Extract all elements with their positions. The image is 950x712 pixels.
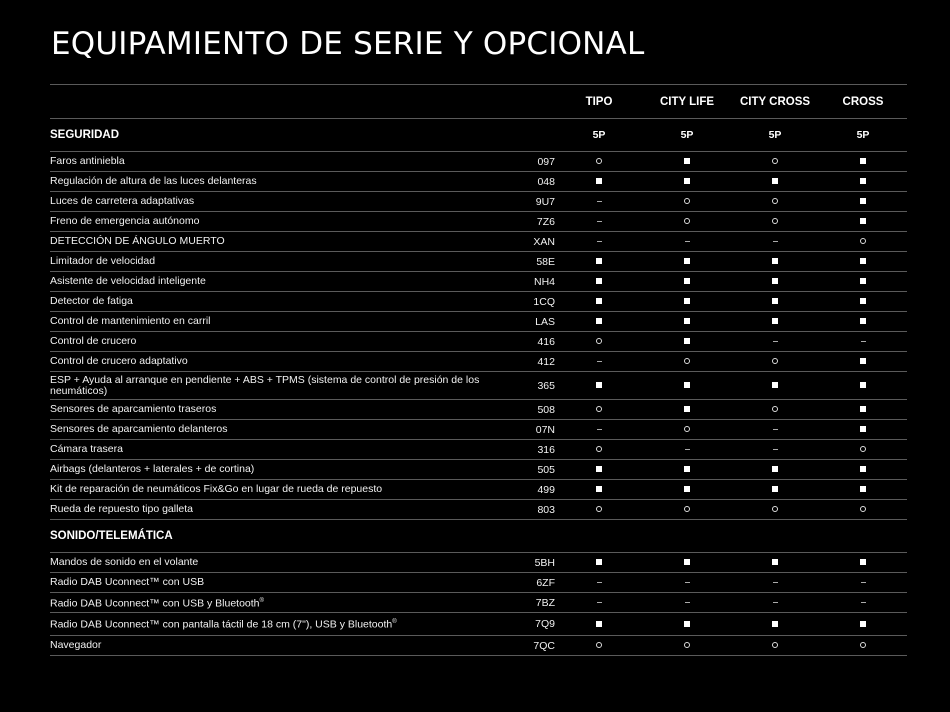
standard-square-icon <box>684 158 690 164</box>
availability-cell <box>643 272 731 292</box>
feature-label <box>50 212 503 232</box>
table-body <box>50 119 907 656</box>
standard-square-icon <box>596 621 602 627</box>
feature-label <box>50 440 503 460</box>
availability-cell <box>819 272 907 292</box>
availability-cell <box>731 332 819 352</box>
standard-square-icon <box>860 426 866 432</box>
availability-cell <box>555 420 643 440</box>
feature-text: Radio DAB Uconnect™ con USB <box>50 576 205 588</box>
feature-text: DETECCIÓN DE ÁNGULO MUERTO <box>50 235 225 247</box>
availability-cell <box>731 480 819 500</box>
table-row <box>50 440 907 460</box>
standard-square-icon <box>684 258 690 264</box>
availability-cell <box>819 440 907 460</box>
table-row <box>50 613 907 636</box>
option-code: 1CQ <box>503 292 555 312</box>
feature-text: Rueda de repuesto tipo galleta <box>50 503 194 515</box>
standard-square-icon <box>684 559 690 565</box>
not-available-dash-icon <box>597 429 602 430</box>
feature-label <box>50 292 503 312</box>
feature-label <box>50 460 503 480</box>
availability-cell <box>731 420 819 440</box>
standard-square-icon <box>596 278 602 284</box>
optional-circle-icon <box>596 446 602 452</box>
availability-cell <box>643 593 731 613</box>
body-type-cell <box>731 520 819 553</box>
availability-cell <box>819 372 907 400</box>
availability-cell <box>555 352 643 372</box>
availability-cell <box>819 553 907 573</box>
availability-cell <box>731 212 819 232</box>
standard-square-icon <box>860 278 866 284</box>
not-available-dash-icon <box>773 449 778 450</box>
body-type-cell <box>643 520 731 553</box>
availability-cell <box>643 152 731 172</box>
standard-square-icon <box>772 178 778 184</box>
option-code: 499 <box>503 480 555 500</box>
feature-text: Sensores de aparcamiento delanteros <box>50 423 228 435</box>
not-available-dash-icon <box>597 582 602 583</box>
standard-square-icon <box>860 298 866 304</box>
option-code: 7Z6 <box>503 212 555 232</box>
feature-text: Radio DAB Uconnect™ con USB y Bluetooth <box>50 597 260 610</box>
not-available-dash-icon <box>773 241 778 242</box>
availability-cell <box>643 480 731 500</box>
standard-square-icon <box>772 486 778 492</box>
standard-square-icon <box>860 198 866 204</box>
table-row <box>50 312 907 332</box>
availability-cell <box>555 593 643 613</box>
option-code: 7Q9 <box>503 613 555 636</box>
table-row <box>50 352 907 372</box>
option-code: 505 <box>503 460 555 480</box>
option-code: 7QC <box>503 636 555 656</box>
availability-cell <box>819 212 907 232</box>
table-row <box>50 573 907 593</box>
body-type-cell: 5P <box>555 119 643 152</box>
availability-cell <box>643 440 731 460</box>
feature-text: Control de crucero <box>50 335 137 347</box>
option-code: LAS <box>503 312 555 332</box>
feature-text: Faros antiniebla <box>50 155 125 167</box>
optional-circle-icon <box>772 198 778 204</box>
feature-label <box>50 553 503 573</box>
optional-circle-icon <box>596 406 602 412</box>
optional-circle-icon <box>772 358 778 364</box>
feature-label <box>50 420 503 440</box>
feature-label <box>50 613 503 636</box>
not-available-dash-icon <box>773 341 778 342</box>
availability-cell <box>643 232 731 252</box>
availability-cell <box>731 440 819 460</box>
optional-circle-icon <box>596 158 602 164</box>
feature-label <box>50 232 503 252</box>
availability-cell <box>643 172 731 192</box>
availability-cell <box>555 192 643 212</box>
availability-cell <box>731 272 819 292</box>
table-row <box>50 500 907 520</box>
table-row <box>50 172 907 192</box>
feature-label <box>50 332 503 352</box>
table-row <box>50 252 907 272</box>
availability-cell <box>555 212 643 232</box>
availability-cell <box>555 636 643 656</box>
standard-square-icon <box>596 298 602 304</box>
table-row <box>50 232 907 252</box>
standard-square-icon <box>772 559 778 565</box>
availability-cell <box>643 400 731 420</box>
availability-cell <box>643 212 731 232</box>
availability-cell <box>643 613 731 636</box>
option-code: 412 <box>503 352 555 372</box>
optional-circle-icon <box>684 358 690 364</box>
standard-square-icon <box>772 258 778 264</box>
availability-cell <box>819 332 907 352</box>
availability-cell <box>643 352 731 372</box>
standard-square-icon <box>860 621 866 627</box>
availability-cell <box>555 613 643 636</box>
standard-square-icon <box>860 218 866 224</box>
availability-cell <box>555 152 643 172</box>
feature-label <box>50 636 503 656</box>
section-header-row <box>50 520 907 553</box>
standard-square-icon <box>596 258 602 264</box>
feature-label <box>50 312 503 332</box>
not-available-dash-icon <box>685 582 690 583</box>
availability-cell <box>819 152 907 172</box>
feature-text: Asistente de velocidad inteligente <box>50 275 206 287</box>
not-available-dash-icon <box>597 361 602 362</box>
availability-cell <box>643 636 731 656</box>
feature-label <box>50 480 503 500</box>
feature-text: Radio DAB Uconnect™ con pantalla táctil de 18 cm (7"), USB y Bluetooth <box>50 618 393 631</box>
optional-circle-icon <box>772 642 778 648</box>
optional-circle-icon <box>860 446 866 452</box>
optional-circle-icon <box>860 506 866 512</box>
table-row <box>50 480 907 500</box>
not-available-dash-icon <box>597 602 602 603</box>
option-code: 6ZF <box>503 573 555 593</box>
option-code: 58E <box>503 252 555 272</box>
standard-square-icon <box>684 318 690 324</box>
body-type-cell <box>819 520 907 553</box>
standard-square-icon <box>772 318 778 324</box>
availability-cell <box>731 192 819 212</box>
feature-text: Control de mantenimiento en carril <box>50 315 211 327</box>
not-available-dash-icon <box>685 602 690 603</box>
section-header-row <box>50 119 907 152</box>
section-title: SEGURIDAD <box>50 119 555 152</box>
not-available-dash-icon <box>861 602 866 603</box>
model-header-city-cross: CITY CROSS <box>731 85 819 119</box>
availability-cell <box>731 312 819 332</box>
standard-square-icon <box>772 382 778 388</box>
body-type-cell: 5P <box>819 119 907 152</box>
standard-square-icon <box>596 178 602 184</box>
optional-circle-icon <box>596 338 602 344</box>
availability-cell <box>555 312 643 332</box>
table-row <box>50 460 907 480</box>
availability-cell <box>819 420 907 440</box>
section-title: SONIDO/TELEMÁTICA <box>50 520 555 553</box>
table-row <box>50 372 907 400</box>
optional-circle-icon <box>684 198 690 204</box>
not-available-dash-icon <box>773 582 778 583</box>
availability-cell <box>555 553 643 573</box>
standard-square-icon <box>684 298 690 304</box>
optional-circle-icon <box>684 642 690 648</box>
availability-cell <box>819 460 907 480</box>
availability-cell <box>731 500 819 520</box>
availability-cell <box>731 636 819 656</box>
standard-square-icon <box>860 406 866 412</box>
availability-cell <box>643 332 731 352</box>
option-code: 048 <box>503 172 555 192</box>
standard-square-icon <box>684 466 690 472</box>
feature-label <box>50 352 503 372</box>
availability-cell <box>731 152 819 172</box>
standard-square-icon <box>860 382 866 388</box>
availability-cell <box>555 292 643 312</box>
availability-cell <box>555 332 643 352</box>
availability-cell <box>555 172 643 192</box>
optional-circle-icon <box>684 506 690 512</box>
feature-text: Freno de emergencia autónomo <box>50 215 200 227</box>
optional-circle-icon <box>772 506 778 512</box>
table-row <box>50 420 907 440</box>
optional-circle-icon <box>596 642 602 648</box>
availability-cell <box>643 372 731 400</box>
standard-square-icon <box>684 621 690 627</box>
availability-cell <box>643 192 731 212</box>
availability-cell <box>819 172 907 192</box>
standard-square-icon <box>860 358 866 364</box>
optional-circle-icon <box>860 642 866 648</box>
standard-square-icon <box>684 382 690 388</box>
standard-square-icon <box>772 621 778 627</box>
option-code: 416 <box>503 332 555 352</box>
option-code: 07N <box>503 420 555 440</box>
option-code: NH4 <box>503 272 555 292</box>
standard-square-icon <box>860 466 866 472</box>
feature-text: Luces de carretera adaptativas <box>50 195 195 207</box>
standard-square-icon <box>684 406 690 412</box>
availability-cell <box>555 440 643 460</box>
availability-cell <box>819 352 907 372</box>
feature-text: Navegador <box>50 639 102 651</box>
standard-square-icon <box>772 298 778 304</box>
body-type-cell: 5P <box>643 119 731 152</box>
availability-cell <box>731 252 819 272</box>
availability-cell <box>819 500 907 520</box>
table-row <box>50 212 907 232</box>
option-code: 365 <box>503 372 555 400</box>
table-row <box>50 192 907 212</box>
availability-cell <box>731 352 819 372</box>
availability-cell <box>819 400 907 420</box>
standard-square-icon <box>596 318 602 324</box>
option-code: 9U7 <box>503 192 555 212</box>
header-blank <box>50 85 555 119</box>
availability-cell <box>731 232 819 252</box>
feature-text: Cámara trasera <box>50 443 123 455</box>
standard-square-icon <box>684 338 690 344</box>
availability-cell <box>643 573 731 593</box>
feature-label <box>50 152 503 172</box>
availability-cell <box>731 400 819 420</box>
optional-circle-icon <box>772 218 778 224</box>
availability-cell <box>819 232 907 252</box>
table-row <box>50 400 907 420</box>
availability-cell <box>731 460 819 480</box>
availability-cell <box>555 400 643 420</box>
availability-cell <box>643 292 731 312</box>
registered-mark: ® <box>259 597 264 604</box>
availability-cell <box>643 312 731 332</box>
availability-cell <box>555 232 643 252</box>
availability-cell <box>819 573 907 593</box>
availability-cell <box>555 480 643 500</box>
feature-text: Limitador de velocidad <box>50 255 156 267</box>
registered-mark: ® <box>392 619 397 626</box>
availability-cell <box>819 192 907 212</box>
standard-square-icon <box>596 466 602 472</box>
availability-cell <box>731 553 819 573</box>
feature-text: Sensores de aparcamiento traseros <box>50 403 217 415</box>
model-header-tipo: TIPO <box>555 85 643 119</box>
availability-cell <box>731 573 819 593</box>
availability-cell <box>819 480 907 500</box>
table-row <box>50 272 907 292</box>
option-code: XAN <box>503 232 555 252</box>
feature-label <box>50 400 503 420</box>
feature-label <box>50 192 503 212</box>
availability-cell <box>643 460 731 480</box>
model-header-row <box>50 85 907 119</box>
availability-cell <box>643 500 731 520</box>
not-available-dash-icon <box>597 201 602 202</box>
model-header-city-life: CITY LIFE <box>643 85 731 119</box>
body-type-cell <box>555 520 643 553</box>
feature-label <box>50 573 503 593</box>
optional-circle-icon <box>684 426 690 432</box>
standard-square-icon <box>860 486 866 492</box>
not-available-dash-icon <box>597 241 602 242</box>
not-available-dash-icon <box>861 582 866 583</box>
standard-square-icon <box>596 382 602 388</box>
availability-cell <box>819 312 907 332</box>
availability-cell <box>819 292 907 312</box>
standard-square-icon <box>772 278 778 284</box>
option-code: 5BH <box>503 553 555 573</box>
availability-cell <box>643 420 731 440</box>
feature-label <box>50 593 503 613</box>
feature-label <box>50 272 503 292</box>
availability-cell <box>819 593 907 613</box>
table-row <box>50 553 907 573</box>
availability-cell <box>643 553 731 573</box>
standard-square-icon <box>684 278 690 284</box>
feature-text: Regulación de altura de las luces delanteras <box>50 175 257 187</box>
not-available-dash-icon <box>685 241 690 242</box>
availability-cell <box>555 252 643 272</box>
availability-cell <box>731 372 819 400</box>
model-header-cross: CROSS <box>819 85 907 119</box>
standard-square-icon <box>772 466 778 472</box>
equipment-table <box>50 84 907 656</box>
not-available-dash-icon <box>597 221 602 222</box>
optional-circle-icon <box>772 158 778 164</box>
availability-cell <box>731 172 819 192</box>
not-available-dash-icon <box>773 602 778 603</box>
availability-cell <box>555 372 643 400</box>
option-code: 508 <box>503 400 555 420</box>
table-row <box>50 332 907 352</box>
table-row <box>50 636 907 656</box>
feature-label <box>50 172 503 192</box>
optional-circle-icon <box>684 218 690 224</box>
standard-square-icon <box>860 318 866 324</box>
standard-square-icon <box>596 559 602 565</box>
availability-cell <box>819 636 907 656</box>
feature-label <box>50 252 503 272</box>
feature-text: Mandos de sonido en el volante <box>50 556 199 568</box>
availability-cell <box>555 460 643 480</box>
availability-cell <box>731 292 819 312</box>
not-available-dash-icon <box>861 341 866 342</box>
standard-square-icon <box>684 178 690 184</box>
feature-text: Kit de reparación de neumáticos Fix&Go en lugar de rueda de repuesto <box>50 483 383 495</box>
standard-square-icon <box>596 486 602 492</box>
standard-square-icon <box>860 158 866 164</box>
availability-cell <box>731 613 819 636</box>
option-code: 803 <box>503 500 555 520</box>
availability-cell <box>731 593 819 613</box>
availability-cell <box>555 272 643 292</box>
table-row <box>50 152 907 172</box>
feature-label <box>50 500 503 520</box>
availability-cell <box>819 613 907 636</box>
optional-circle-icon <box>772 406 778 412</box>
table-row <box>50 292 907 312</box>
page-title: EQUIPAMIENTO DE SERIE Y OPCIONAL <box>51 26 645 62</box>
feature-text: Control de crucero adaptativo <box>50 355 188 367</box>
availability-cell <box>555 500 643 520</box>
feature-text: Detector de fatiga <box>50 295 133 307</box>
not-available-dash-icon <box>773 429 778 430</box>
standard-square-icon <box>860 258 866 264</box>
option-code: 7BZ <box>503 593 555 613</box>
body-type-cell: 5P <box>731 119 819 152</box>
feature-text: Airbags (delanteros + laterales + de cortina) <box>50 463 255 475</box>
standard-square-icon <box>860 559 866 565</box>
availability-cell <box>643 252 731 272</box>
option-code: 097 <box>503 152 555 172</box>
availability-cell <box>819 252 907 272</box>
not-available-dash-icon <box>685 449 690 450</box>
standard-square-icon <box>684 486 690 492</box>
feature-label <box>50 372 503 400</box>
optional-circle-icon <box>860 238 866 244</box>
standard-square-icon <box>860 178 866 184</box>
table-row <box>50 593 907 613</box>
option-code: 316 <box>503 440 555 460</box>
availability-cell <box>555 573 643 593</box>
optional-circle-icon <box>596 506 602 512</box>
feature-text: ESP + Ayuda al arranque en pendiente + ABS + TPMS (sistema de control de presión de los neumáticos) <box>50 373 480 397</box>
